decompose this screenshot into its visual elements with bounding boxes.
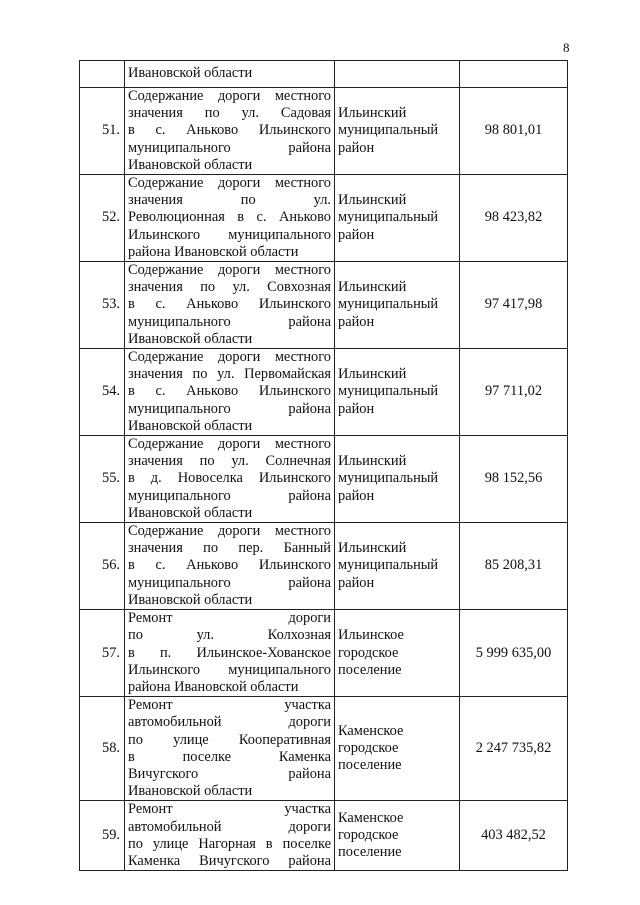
recipient-line: городское bbox=[338, 740, 399, 757]
table-row bbox=[80, 175, 568, 262]
description-line: Вичугского района bbox=[128, 765, 331, 782]
description-line: района Ивановской области bbox=[128, 243, 299, 260]
amount: 5 999 635,00 bbox=[460, 610, 568, 697]
description-line: муниципального района bbox=[128, 400, 331, 417]
recipient-line: район bbox=[338, 400, 375, 417]
work-description bbox=[125, 262, 335, 349]
recipient-line: городское bbox=[338, 644, 399, 661]
table-row bbox=[80, 697, 568, 801]
table-row bbox=[80, 523, 568, 610]
work-description bbox=[125, 349, 335, 436]
recipient bbox=[335, 175, 460, 262]
description-line: Ремонт участка bbox=[128, 697, 331, 714]
recipient-line: Ильинский bbox=[338, 453, 407, 470]
description-line: муниципального района bbox=[128, 313, 331, 330]
recipient-line: муниципальный bbox=[338, 122, 439, 139]
recipient-line: Каменское bbox=[338, 810, 404, 827]
description-line: в с. Аньково Ильинского bbox=[128, 296, 331, 313]
description-line: в с. Аньково Ильинского bbox=[128, 383, 331, 400]
recipient-line: Ильинское bbox=[338, 627, 404, 644]
recipient-line: Ильинский bbox=[338, 192, 407, 209]
description-line: района Ивановской области bbox=[128, 678, 299, 695]
row-number: 53. bbox=[80, 262, 125, 349]
work-description bbox=[125, 523, 335, 610]
description-line: Ильинского муниципального bbox=[128, 661, 331, 678]
amount: 2 247 735,82 bbox=[460, 697, 568, 801]
recipient bbox=[335, 88, 460, 175]
amount: 98 152,56 bbox=[460, 436, 568, 523]
recipient-line: Ильинский bbox=[338, 540, 407, 557]
recipient-line: район bbox=[338, 487, 375, 504]
recipient-line: поселение bbox=[338, 661, 402, 678]
description-line: Содержание дороги местного bbox=[128, 262, 331, 279]
recipient-line: Ильинский bbox=[338, 366, 407, 383]
recipient-line: район bbox=[338, 574, 375, 591]
work-description bbox=[125, 61, 335, 88]
row-number: 54. bbox=[80, 349, 125, 436]
description-line: значения по ул. Солнечная bbox=[128, 453, 331, 470]
description-line: по улице Кооперативная bbox=[128, 731, 331, 748]
table-row bbox=[80, 801, 568, 871]
recipient-line: район bbox=[338, 313, 375, 330]
page-number: 8 bbox=[563, 40, 570, 55]
row-number: 51. bbox=[80, 88, 125, 175]
recipient-line: район bbox=[338, 139, 375, 156]
description-line: по улице Нагорная в поселке bbox=[128, 835, 331, 852]
work-description bbox=[125, 610, 335, 697]
description-line: Каменка Вичугского района bbox=[128, 853, 331, 870]
description-line: Содержание дороги местного bbox=[128, 175, 331, 192]
recipient bbox=[335, 262, 460, 349]
recipient bbox=[335, 801, 460, 871]
amount: 98 423,82 bbox=[460, 175, 568, 262]
description-line: Ивановской области bbox=[128, 156, 253, 173]
row-number bbox=[80, 61, 125, 88]
recipient bbox=[335, 697, 460, 801]
recipient-line: Ильинский bbox=[338, 105, 407, 122]
recipient-line: муниципальный bbox=[338, 296, 439, 313]
description-line: в с. Аньково Ильинского bbox=[128, 122, 331, 139]
row-number: 52. bbox=[80, 175, 125, 262]
recipient-line: Ильинский bbox=[338, 279, 407, 296]
description-line: Ивановской области bbox=[128, 417, 253, 434]
recipient-line: муниципальный bbox=[338, 557, 439, 574]
description-line: в д. Новоселка Ильинского bbox=[128, 470, 331, 487]
recipient-line: Каменское bbox=[338, 722, 404, 739]
recipient-line: муниципальный bbox=[338, 470, 439, 487]
description-line: значения по ул. Совхозная bbox=[128, 279, 331, 296]
recipient bbox=[335, 436, 460, 523]
description-line: Ильинского муниципального bbox=[128, 226, 331, 243]
work-description bbox=[125, 88, 335, 175]
description-line: Содержание дороги местного bbox=[128, 436, 331, 453]
recipient-line: муниципальный bbox=[338, 209, 439, 226]
description-line: муниципального района bbox=[128, 139, 331, 156]
recipient bbox=[335, 610, 460, 697]
description-line: Ивановской области bbox=[128, 504, 253, 521]
table-row bbox=[80, 61, 568, 88]
amount: 85 208,31 bbox=[460, 523, 568, 610]
amount bbox=[460, 61, 568, 88]
recipient-line: поселение bbox=[338, 844, 402, 861]
description-line: значения по ул. Первомайская bbox=[128, 366, 331, 383]
description-line: значения по ул. bbox=[128, 192, 331, 209]
amount: 98 801,01 bbox=[460, 88, 568, 175]
row-number: 57. bbox=[80, 610, 125, 697]
recipient bbox=[335, 523, 460, 610]
work-description bbox=[125, 175, 335, 262]
description-line: Ремонт участка bbox=[128, 801, 331, 818]
row-number: 59. bbox=[80, 801, 125, 871]
description-line: автомобильной дороги bbox=[128, 714, 331, 731]
row-number: 58. bbox=[80, 697, 125, 801]
amount: 97 711,02 bbox=[460, 349, 568, 436]
description-line: Содержание дороги местного bbox=[128, 88, 331, 104]
recipient-line: городское bbox=[338, 827, 399, 844]
description-line: в п. Ильинское-Хованское bbox=[128, 644, 331, 661]
description-line: Ремонт дороги bbox=[128, 610, 331, 627]
table-row bbox=[80, 436, 568, 523]
description-line: в с. Аньково Ильинского bbox=[128, 557, 331, 574]
work-description bbox=[125, 697, 335, 801]
description-line: значения по ул. Садовая bbox=[128, 105, 331, 122]
description-line: Революционная в с. Аньково bbox=[128, 209, 331, 226]
description-line: в поселке Каменка bbox=[128, 748, 331, 765]
table-row bbox=[80, 610, 568, 697]
description-line: муниципального района bbox=[128, 487, 331, 504]
description-line: Ивановской области bbox=[128, 783, 253, 800]
recipient-line: муниципальный bbox=[338, 383, 439, 400]
table-row bbox=[80, 349, 568, 436]
description-line: автомобильной дороги bbox=[128, 818, 331, 835]
work-description bbox=[125, 801, 335, 871]
amount: 403 482,52 bbox=[460, 801, 568, 871]
recipient-line: район bbox=[338, 226, 375, 243]
amount: 97 417,98 bbox=[460, 262, 568, 349]
description-line: Содержание дороги местного bbox=[128, 349, 331, 366]
table-row bbox=[80, 88, 568, 175]
description-line: муниципального района bbox=[128, 574, 331, 591]
table-row bbox=[80, 262, 568, 349]
recipient bbox=[335, 61, 460, 88]
recipient-line: поселение bbox=[338, 757, 402, 774]
description-line: Ивановской области bbox=[128, 591, 253, 608]
subsidy-table bbox=[79, 60, 568, 871]
description-line: значения по пер. Банный bbox=[128, 540, 331, 557]
recipient bbox=[335, 349, 460, 436]
description-line: Содержание дороги местного bbox=[128, 523, 331, 540]
description-line: Ивановской области bbox=[128, 330, 253, 347]
row-number: 55. bbox=[80, 436, 125, 523]
work-description bbox=[125, 436, 335, 523]
description-line: Ивановской области bbox=[128, 65, 253, 82]
row-number: 56. bbox=[80, 523, 125, 610]
description-line: по ул. Колхозная bbox=[128, 627, 331, 644]
